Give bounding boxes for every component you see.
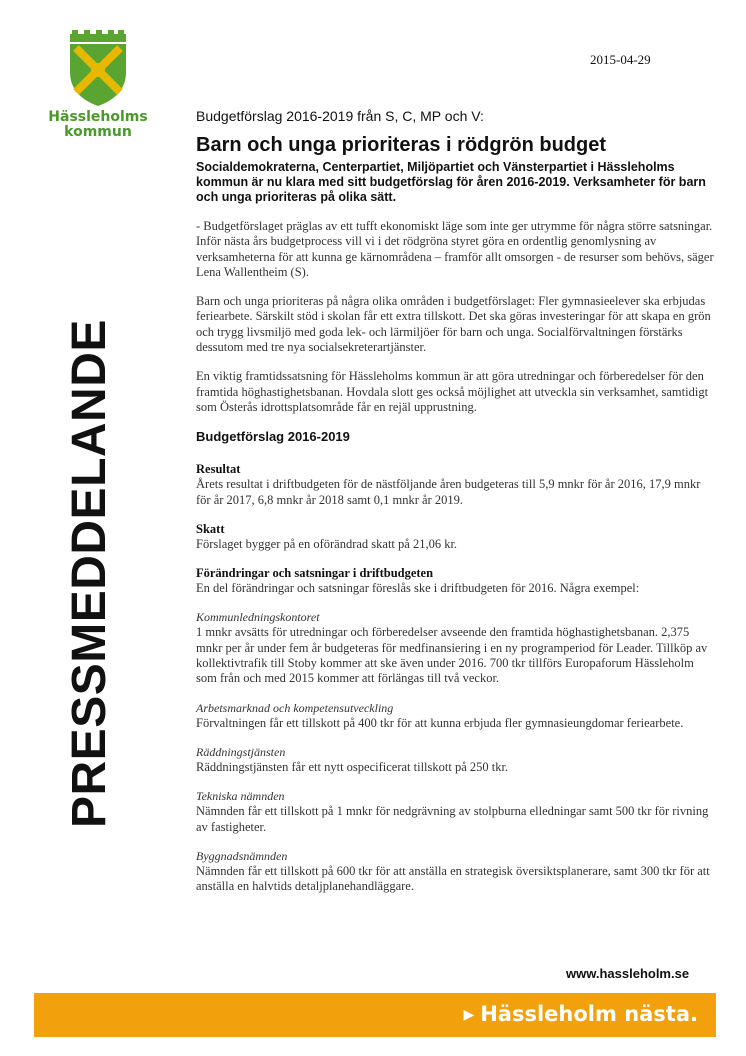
paragraph-children: Barn och unga prioriteras på några olika områden i budgetförslaget: Fler gymnasieelever ska erbjudas feriearbete. Särskilt stöd i skolan får ett extra tillskott. Det ska göras investeringar för att skapa en grön och trygg livsmiljö med goda lek- och lärmiljöer för barn och unga. Socialförvaltningen förstärks dessutom med tre nya socialsekreterartjänster. xyxy=(196,294,711,355)
ingress: Socialdemokraterna, Centerpartiet, Miljöpartiet och Vänsterpartiet i Hässleholms kommun är nu klara med sitt budgetförslag för åren 2016-2019. Verksamheter för barn och unga prioriteras på olika sätt. xyxy=(196,160,706,204)
footer-banner xyxy=(34,993,716,1037)
forandringar-title: Förändringar och satsningar i driftbudgeten xyxy=(196,566,434,581)
example-block xyxy=(196,789,716,835)
slogan xyxy=(463,1002,698,1026)
example-block xyxy=(196,701,716,731)
example-block xyxy=(196,745,716,775)
example-title: Räddningstjänsten xyxy=(196,744,286,759)
example-text: Nämnden får ett tillskott på 1 mnkr för nedgrävning av stolpburna elledningar samt 500 tkr för rivning av fastigheter. xyxy=(196,804,709,834)
paragraph-quote: - Budgetförslaget präglas av ett tufft ekonomiskt läge som inte ger utrymme för några större satsningar. Inför nästa års budgetprocess vill vi i det rödgröna styret göra en ordentlig genomlysning av verksamheterna för att kunna ge kärnområdena – framför allt omsorgen - de resurser som behövs, säger Lena Wallentheim (S). xyxy=(196,219,714,279)
municipality-name xyxy=(48,110,148,140)
paragraph-future: En viktig framtidssatsning för Hässleholms kommun är att göra utredningar och förberedelser för den framtida höghastighetsbanan. Hovdala slott ges också möjlighet att utveckla sin verksamhet, samtidigt som Österås idrottsplatsområde får en rejäl upprustning. xyxy=(196,369,709,414)
forandringar-block xyxy=(196,566,716,596)
forandringar-text: En del förändringar och satsningar föreslås ske i driftbudgeten för 2016. Några exempel: xyxy=(196,581,640,596)
skatt-block xyxy=(196,522,716,552)
logo-line-1: Hässleholms xyxy=(48,109,148,125)
example-title: Byggnadsnämnden xyxy=(196,848,288,863)
municipality-logo xyxy=(48,30,148,140)
skatt-title: Skatt xyxy=(196,521,225,536)
example-text: 1 mnkr avsätts för utredningar och förberedelser avseende den framtida höghastighetsbanan. 2,375 mnkr per år under fem år budgeteras för medfinansiering i en ny programperiod för Leader. Tillköp av kollektivtrafik till Stoby kommer att ske även under 2016. 700 tkr tillförs Europaforum Hässleholm som från och med 2015 kommer att förlängas till två veckor. xyxy=(196,625,708,686)
example-text: Förvaltningen får ett tillskott på 400 tkr för att kunna erbjuda fler gymnasieungdomar feriearbete. xyxy=(196,715,684,730)
example-title: Kommunledningskontoret xyxy=(196,610,320,625)
resultat-text: Årets resultat i driftbudgeten för de nästföljande åren budgeteras till 5,9 mnkr för år 2016, 17,9 mnkr för år 2017, 6,8 mnkr år 2018 samt 0,1 mnkr år 2019. xyxy=(196,477,701,507)
section-title: Budgetförslag 2016-2019 xyxy=(196,429,350,445)
example-block xyxy=(196,610,716,686)
slogan-text: Hässleholm nästa. xyxy=(480,1002,698,1026)
main-content xyxy=(196,108,716,908)
logo-line-2: kommun xyxy=(64,124,132,140)
example-text: Räddningstjänsten får ett nytt ospecificerat tillskott på 250 tkr. xyxy=(196,759,509,774)
kicker: Budgetförslag 2016-2019 från S, C, MP och V: xyxy=(196,108,484,124)
example-block xyxy=(196,849,716,895)
skatt-text: Förslaget bygger på en oförändrad skatt på 21,06 kr. xyxy=(196,536,458,551)
example-text: Nämnden får ett tillskott på 600 tkr för att anställa en strategisk översiktsplanerare, samt 300 tkr för att anställa en halvtids detaljplanehandläggare. xyxy=(196,863,710,894)
example-title: Tekniska nämnden xyxy=(196,789,285,804)
resultat-block xyxy=(196,462,716,508)
coat-of-arms-icon xyxy=(58,30,138,106)
website-link[interactable]: www.hassleholm.se xyxy=(566,966,690,981)
arrow-right-icon: ▶ xyxy=(463,1007,475,1023)
release-date: 2015-04-29 xyxy=(590,52,651,67)
resultat-title: Resultat xyxy=(196,462,241,477)
press-release-label: PRESSMEDDELANDE xyxy=(63,319,116,828)
headline: Barn och unga prioriteras i rödgrön budget xyxy=(196,134,607,156)
example-title: Arbetsmarknad och kompetensutveckling xyxy=(196,700,394,715)
